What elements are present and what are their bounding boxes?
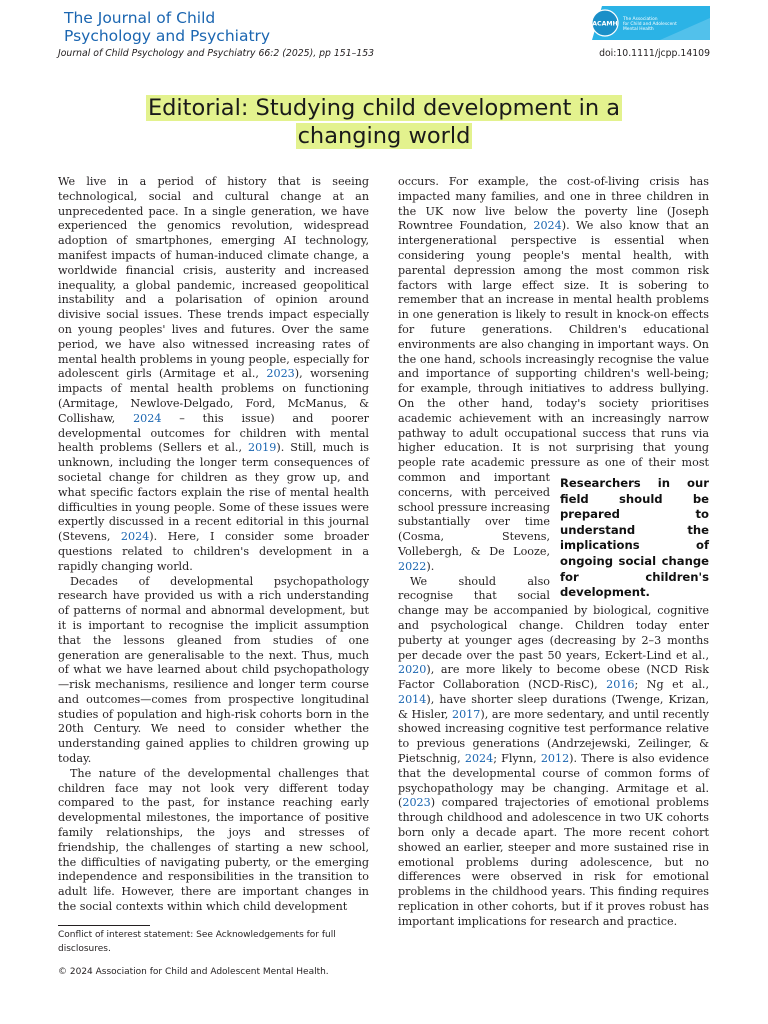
acamh-banner [588,6,710,40]
footnote-divider [58,925,150,926]
journal-title-line1: The Journal of Child [64,9,216,27]
reference-link[interactable]: 2024 [133,411,162,425]
left-column [58,175,369,915]
association-name-line2: for Child and Adolescent [623,22,677,27]
conflict-of-interest-footnote: Conflict of interest statement: See Acknowledgements for full disclosures. [58,930,336,954]
reference-link[interactable]: 2020 [398,663,427,677]
pull-quote: Researchers in our field should be prepared to understand the implications of ongoing social change for children's development. [560,475,709,600]
article-title-line2: changing world [297,123,471,149]
reference-link[interactable]: 2024 [120,530,150,544]
reference-link[interactable]: 2024 [533,219,562,233]
reference-link[interactable]: 2023 [266,367,295,381]
reference-link[interactable]: 2016 [606,678,635,692]
reference-link[interactable]: 2022 [398,559,427,573]
paragraph-biological-change: We should also recognise that social change may be accompanied by biological, cognitive and psychological change. Children today enter puberty at younger ages (decreasing by 2–3 months per decade over the past 50 years, Eckert-Lind et al., 2020), are more likely to become obese (NCD Risk Factor Collaboration (NCD-RisC), 2016; Ng et al., 2014), have shorter sleep durations (Twenge, Krizan, & Hisler, 2017), are more sedentary, and until recently showed increasing cognitive test performance relative to previous generations (Andrzejewski, Zeilinger, & Pietschnig, 2024; Flynn, 2012). There is also evidence that the developmental course of common forms of psychopathology may be changing. Armitage et al. (2023) compared trajectories of emotional problems through childhood and adolescence in two UK cohorts born only a decade apart. The more recent cohort showed an earlier, steeper and more sustained rise in emotional problems during adolescence, but no differences were observed in risk for emotional problems in the childhood years. This finding requires replication in other cohorts, but if it proves robust has important implications for research and practice. [398,574,710,928]
paragraph-challenges: The nature of the developmental challenges that children face may not look very different today compared to the past, for instance reaching early developmental milestones, the importance of positive family relationships, the joys and stresses of friendship, the challenges of starting a new school, the difficulties of navigating puberty, or the emerging independence and responsibilities in the transition to adult life. However, there are important changes in the social contexts within which child development [58,766,369,914]
reference-link[interactable]: 2014 [398,692,427,706]
article-title-line1: Editorial: Studying child development in a [147,95,621,121]
paragraph-social-context: occurs. For example, the cost-of-living crisis has impacted many families, and one in three children in the UK now live below the poverty line (Joseph Rowntree Foundation, 2024). We also know that an intergenerational perspective is essential when considering young people's mental health, with parental depression among the most common risk factors with large effect size. It is sobering to remember that an increase in mental health problems in one generation is likely to result in knock-on effects for future generations. Children's educational environments are also changing in important ways. On the one hand, schools increasingly recognise the value and importance of supporting children's well-being; for example, through initiatives to address bullying. On the other hand, today's society prioritises academic achievement with an increasingly narrow pathway to adult occupational success that runs via higher education. It is not surprising that young people rate academic pressure as Researchers in our field should be prepared to understand the implications of ongoing social change for children's development. one of their most common and important concerns, with perceived school pressure increasing substantially over time (Cosma, Stevens, Vollebergh, & De Looze, 2022). [398,175,710,600]
reference-link[interactable]: 2019 [248,441,277,455]
citation: Journal of Child Psychology and Psychiatry 66:2 (2025), pp 151–153 [58,48,375,59]
journal-title[interactable] [64,9,270,45]
paragraph-decades: Decades of developmental psychopathology research have provided us with a rich understanding of patterns of normal and abnormal development, but it is important to recognise the implicit assumption that the lessons gleaned from studies of one generation are generalisable to the next. Thus, much of what we have learned about child psychopathology—risk mechanisms, resilience and longer term course and outcomes—comes from prospective longitudinal studies of population and high-risk cohorts born in the 20th Century. We need to consider whether the understanding gained applies to children growing up today. [58,574,369,766]
reference-link[interactable]: 2017 [452,707,481,721]
copyright: © 2024 Association for Child and Adolescent Mental Health. [58,967,329,977]
reference-link[interactable]: 2012 [540,752,570,766]
reference-link[interactable]: 2023 [402,796,431,810]
acamh-logo-text: ACAMH [592,20,618,28]
association-name-line3: Mental Health [623,27,654,32]
paragraph-intro: We live in a period of history that is seeing technological, social and cultural change at an unprecedented pace. In a single generation, we have experienced the genomics revolution, widespread adoption of smartphones, emerging AI technology, manifest impacts of human-induced climate change, a worldwide financial crisis, austerity and increased inequality, a global pandemic, increased geopolitical instability and a polarisation of opinion around divisive social issues. These trends impact especially on young peoples' lives and futures. Over the same period, we have also witnessed increasing rates of mental health problems in young people, especially for adolescent girls (Armitage et al., 2023), worsening impacts of mental health problems on functioning (Armitage, Newlove-Delgado, Ford, McManus, & Collishaw, 2024 – this issue) and poorer developmental outcomes for children with mental health problems (Sellers et al., 2019). Still, much is unknown, including the longer term consequences of societal change for children as they grow up, and what specific factors explain the rise of mental health difficulties in young people. Some of these issues were expertly discussed in a recent editorial in this journal (Stevens, 2024). Here, I consider some broader questions related to children's development in a rapidly changing world. [58,175,370,573]
journal-title-line2: Psychology and Psychiatry [64,27,271,45]
association-name-line1: The Association [623,17,658,22]
article-title [0,94,768,150]
right-column [398,175,709,930]
doi-link[interactable]: doi:10.1111/jcpp.14109 [599,48,710,59]
reference-link[interactable]: 2024 [464,752,494,766]
